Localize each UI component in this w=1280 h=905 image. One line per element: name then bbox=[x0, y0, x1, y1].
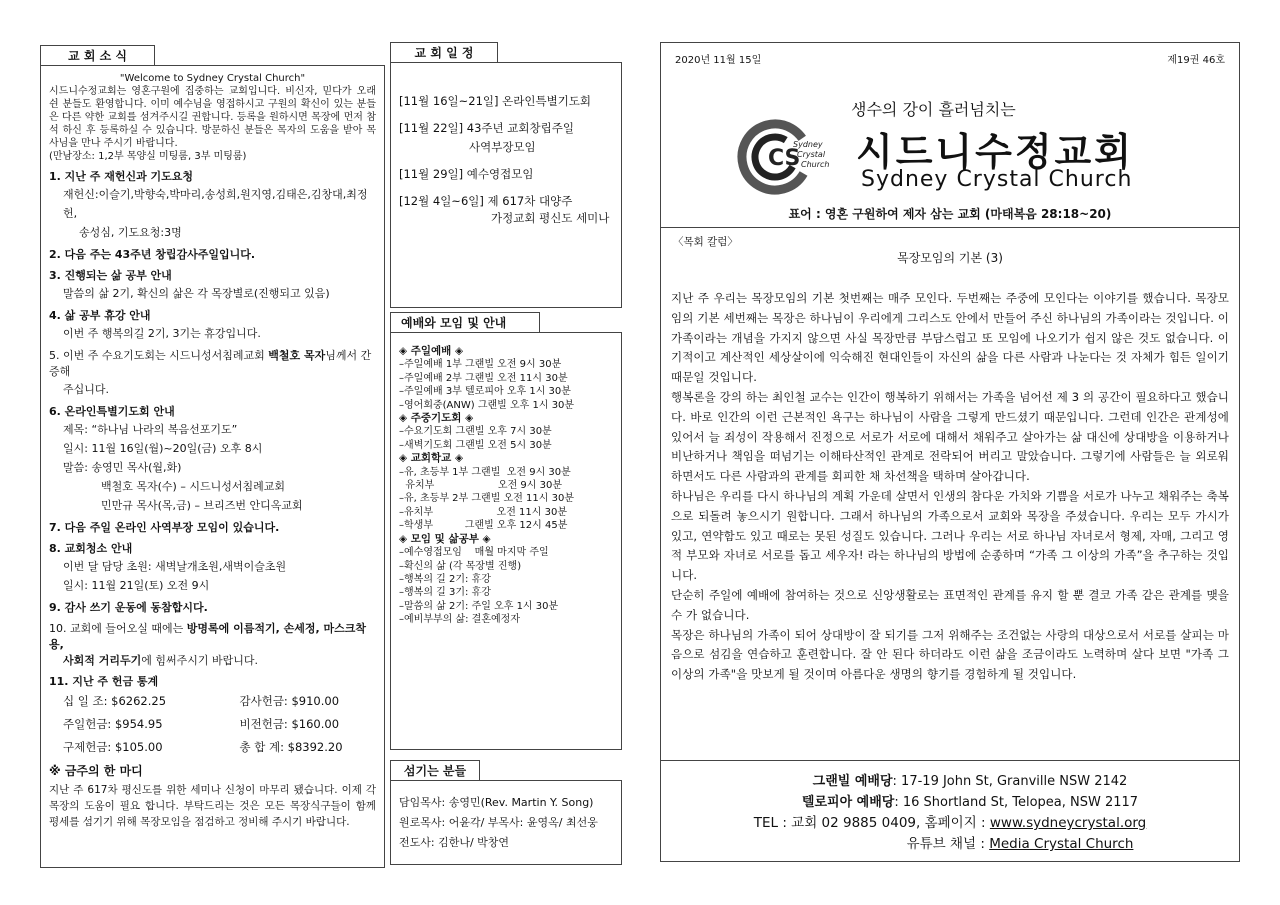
worship-line: –확신의 삶 (각 목장별 진행) bbox=[399, 560, 522, 572]
news-item-5-speaker: 백철호 목자 bbox=[268, 349, 326, 362]
granville-addr: : 17-19 John St, Granville NSW 2142 bbox=[892, 774, 1128, 789]
worship-line: –영어회중(ANW) 그랜빌 오후 1시 30분 bbox=[399, 399, 575, 411]
news-item-4: 4. 삶 공부 휴강 안내 bbox=[49, 309, 151, 322]
news-item-4-detail: 이번 주 행복의길 2기, 3기는 휴강입니다. bbox=[63, 327, 261, 340]
schedule-item-1: [11월 16일~21일] 온라인특별기도회 bbox=[399, 94, 592, 108]
news-item-10-text: 10. 교회에 들어오실 때에는 bbox=[49, 622, 187, 635]
contact-line bbox=[661, 813, 1239, 834]
worship-line: –유, 초등부 2부 그랜빌 오전 11시 30분 bbox=[399, 493, 574, 505]
column-body bbox=[671, 289, 1229, 685]
column-paragraph: 지난 주 우리는 목장모임의 기본 첫번째는 매주 모인다. 두번째는 주중에 모인다는 이야기를 했습니다. 목장모임의 기본 세번째는 목장은 하나님이 우리에게 그리스도 안에서 만들어 주신 하나님의 가족이라는 것입니다. 이 가족이라는 개념을 가지지 않으면 사실 목장만큼 부담스럽고 또 모임에 나오기가 쉽지 않은 것도 없습니다. 이기적이고 계산적인 세상살이에 익숙해진 현대인들이 자신의 삶을 다른 사람과 나눈다는 것 자체가 힘든 일이기 때문일 것입니다. bbox=[671, 291, 1229, 385]
worship-line: –주일예배 3부 텔로피아 오후 1시 30분 bbox=[399, 386, 571, 398]
worship-line: –예수영접모임 매월 마지막 주일 bbox=[399, 547, 549, 559]
worship-line: 유치부 오전 9시 30분 bbox=[399, 480, 562, 492]
schedule-item-3: [11월 29일] 예수영접모임 bbox=[399, 167, 534, 181]
news-item-1: 1. 지난 주 재헌신과 기도요청 bbox=[49, 170, 194, 183]
bulletin-page bbox=[660, 42, 1240, 862]
church-name-english: Sydney Crystal Church bbox=[861, 167, 1133, 192]
bulletin-header bbox=[661, 43, 1239, 228]
schedule-item-4-sub: 가정교회 평신도 세미나 bbox=[491, 211, 610, 225]
news-item-2: 2. 다음 주는 43주년 창립감사주일입니다. bbox=[49, 248, 256, 261]
news-item-5-text: 5. 이번 주 수요기도회는 시드니성서침례교회 bbox=[49, 349, 269, 362]
pastors: 원로목사: 어윤각/ 부목사: 윤영옥/ 최선웅 bbox=[399, 816, 598, 829]
logo-emblem bbox=[737, 117, 847, 197]
prayer-meeting-time: 일시: 11월 16일(월)~20일(금) 오후 8시 bbox=[63, 442, 263, 455]
youtube-link[interactable]: Media Crystal Church bbox=[989, 836, 1134, 852]
worship-line: –말씀의 삶 2기: 주일 오후 1시 30분 bbox=[399, 600, 559, 612]
news-item-3-detail: 말씀의 삶 2기, 확신의 삶은 각 목장별로(진행되고 있음) bbox=[63, 287, 330, 300]
welcome-heading: "Welcome to Sydney Crystal Church" bbox=[119, 73, 306, 84]
worship-line: –유치부 오전 11시 30분 bbox=[399, 506, 568, 518]
column-paragraph: 단순히 주일에 예배에 참여하는 것으로 신앙생활로는 표면적인 관계를 유지 할 뿐 결코 가족 같은 관계를 맺을 수 가 없습니다. bbox=[671, 587, 1229, 622]
youtube-label: 유튜브 채널 : bbox=[906, 836, 990, 852]
prayer-meeting-speaker-3: 민만규 목사(목,금) – 브리즈번 안디옥교회 bbox=[101, 499, 303, 512]
worship-line: –학생부 그랜빌 오후 12시 45분 bbox=[399, 520, 568, 532]
offering-tithe: 십 일 조: $6262.25 bbox=[63, 694, 167, 708]
telopea-addr: : 16 Shortland St, Telopea, NSW 2117 bbox=[894, 795, 1139, 810]
news-item-10 bbox=[49, 621, 376, 669]
logo-word-1: Sydney bbox=[793, 140, 823, 149]
offering-thanks: 감사헌금: $910.00 bbox=[239, 694, 340, 708]
website-link[interactable]: www.sydneycrystal.org bbox=[989, 815, 1147, 831]
offering-total: 총 합 계: $8392.20 bbox=[239, 740, 343, 754]
news-item-11: 11. 지난 주 헌금 통계 bbox=[49, 675, 159, 688]
youtube-line bbox=[661, 834, 1239, 855]
news-item-10-distancing: 사회적 거리두기 bbox=[63, 654, 142, 667]
news-item-10-text-end: 에 힘써주시기 바랍니다. bbox=[141, 654, 258, 667]
news-item-6: 6. 온라인특별기도회 안내 bbox=[49, 405, 175, 418]
news-item-9: 9. 감사 쓰기 운동에 동참합시다. bbox=[49, 601, 208, 614]
worship-line: –유, 초등부 1부 그랜빌 오전 9시 30분 bbox=[399, 466, 571, 478]
column-title: 목장모임의 기본 (3) bbox=[897, 251, 1003, 265]
schedule-item-4: [12월 4일~6일] 제 617차 대양주 bbox=[399, 194, 573, 208]
telopea-label: 텔로피아 예배당 bbox=[801, 795, 895, 810]
church-news-tab: 교 회 소 식 bbox=[40, 45, 155, 66]
evangelists: 전도사: 김한나/ 박창연 bbox=[399, 836, 510, 849]
news-item-3: 3. 진행되는 삶 공부 안내 bbox=[49, 269, 172, 282]
offering-table bbox=[49, 690, 376, 759]
granville-address bbox=[661, 771, 1239, 792]
worship-prayer-heading: ◈ 주중기도회 ◈ bbox=[399, 412, 474, 425]
worship-school-heading: ◈ 교회학교 ◈ bbox=[399, 452, 464, 465]
prayer-requests: 송성심, 기도요청:3명 bbox=[79, 226, 182, 239]
church-news-panel bbox=[40, 65, 385, 868]
news-item-10-bold: 방명록에 이름적기, 손세정, 마스크착용, bbox=[49, 622, 366, 651]
logo-word-3: Church bbox=[801, 160, 830, 169]
worship-line: –행복의 길 3기: 휴강 bbox=[399, 587, 491, 599]
offering-relief: 구제헌금: $105.00 bbox=[63, 740, 163, 754]
column-paragraph: 하나님은 우리를 다시 하나님의 계획 가운데 살면서 인생의 참다운 가치와 기쁨을 서로가 나누고 채워주는 축복으로 되돌려 놓으시기 원합니다. 그래서 하나님의 가족으로서 교회와 목장을 주셨습니다. 우리는 모두 가시가 있고, 연약함도 있고 때로는 못된 성질도 있습니다. 그러나 우리는 서로 하나님 자녀로서 형제, 자매, 그리고 영적 부모와 자녀로 서로를 돕고 세우자! 라는 하나님의 방법에 순종하며 “가족 그 이상의 가족”을 추구하는 것입니다. bbox=[671, 488, 1229, 583]
weekly-word-title: ※ 금주의 한 마디 bbox=[49, 764, 143, 778]
cleaning-time: 일시: 11월 21일(토) 오전 9시 bbox=[63, 579, 210, 592]
granville-label: 그랜빌 예배당 bbox=[812, 774, 893, 789]
worship-line: –예비부부의 삶: 결혼예정자 bbox=[399, 614, 520, 626]
tel-text: TEL : 교회 02 9885 0409, 홈페이지 : bbox=[753, 815, 990, 831]
cleaning-team: 이번 달 담당 초원: 새벽날개초원,새벽이슬초원 bbox=[63, 560, 287, 573]
servers-tab: 섬기는 분들 bbox=[390, 760, 480, 781]
logo-letters: CS bbox=[768, 146, 801, 171]
logo-word-2: Crystal bbox=[797, 150, 826, 159]
church-motto: 표어 : 영혼 구원하여 제자 삼는 교회 (마태복음 28:18~20) bbox=[788, 207, 1112, 221]
prayer-meeting-speaker-2: 백철호 목자(수) – 시드니성서침례교회 bbox=[101, 480, 285, 493]
bulletin-footer bbox=[661, 760, 1239, 861]
weekly-word-body: 지난 주 617차 평신도를 위한 세미나 신청이 마무리 됐습니다. 이제 각 목장의 도움이 필요 합니다. 부탁드리는 것은 모든 목장식구들이 함께 평세를 섬기기 위해 목장모임을 점검하고 정비해 주시기 바랍니다. bbox=[49, 784, 376, 828]
column-paragraph: 행복론을 강의 하는 최인철 교수는 인간이 행복하기 위해서는 가족을 넘어선 제 3 의 공간이 필요하다고 했습니다. 바로 인간의 이런 근본적인 욕구는 하나님이 사람을 그렇게 만드셨기 때문입니다. 그런데 인간은 관계성에 있어서 늘 죄성이 작용해서 진정으로 서로가 서로에 대해서 채워주고 살아가는 삶 대신에 상대방을 이용하거나 비난하거나 책임을 떠넘기는 이해타산적인 관계로 전락되어 버리고 말았습니다. 그렇기에 사람들은 늘 외로워 하면서도 다른 사람과의 관계를 회피한 채 차선책을 택하며 살아갑니다. bbox=[671, 389, 1229, 484]
news-item-5-detail: 주십니다. bbox=[63, 383, 110, 396]
bulletin-date: 2020년 11월 15일 bbox=[675, 55, 762, 66]
welcome-intro bbox=[49, 85, 376, 163]
worship-line: –주일예배 2부 그랜빌 오전 11시 30분 bbox=[399, 372, 568, 384]
news-item-8: 8. 교회청소 안내 bbox=[49, 542, 133, 555]
offering-vision: 비전헌금: $160.00 bbox=[239, 717, 340, 731]
meeting-place: (만남장소: 1,2부 목양실 미팅룸, 3부 미팅룸) bbox=[49, 151, 247, 162]
worship-panel bbox=[390, 332, 622, 750]
worship-tab: 예배와 모임 및 안내 bbox=[390, 312, 540, 333]
schedule-tab: 교 회 일 정 bbox=[390, 42, 498, 63]
servers-panel bbox=[390, 780, 622, 865]
intro-text: 시드니수정교회는 영혼구원에 집중하는 교회입니다. 비신자, 믿다가 오래 쉰 분들도 환영합니다. 이미 예수님을 영접하시고 구원의 확신이 있는 분들은 다른 약한 교회를 섬겨주시길 권합니다. 등록을 원하시면 목장에 먼저 참석 하신 후 등록하실 수 있습니다. 방문하신 분들은 목자의 도움을 받아 목사님을 만나 주시기 바랍니다. bbox=[49, 86, 376, 149]
senior-pastor: 담임목사: 송영민(Rev. Martin Y. Song) bbox=[399, 796, 594, 809]
column-paragraph: 목장은 하나님의 가족이 되어 상대방이 잘 되기를 그저 위해주는 조건없는 사랑의 대상으로서 서로를 살피는 마음으로 섬김을 연습하고 훈련합니다. 잘 안 된다 하더라도 이런 삶을 조금이라도 노력하며 살다 보면 "가족 그 이상의 가족"을 맛보게 될 것이며 아름다운 생명의 향기를 경험하게 될 것입니다. bbox=[671, 627, 1229, 682]
worship-line: –수요기도회 그랜빌 오후 7시 30분 bbox=[399, 426, 552, 438]
prayer-meeting-title: 제목: “하나님 나라의 복음선포기도” bbox=[63, 423, 238, 436]
column-label: 〈목회 칼럼〉 bbox=[673, 236, 738, 248]
church-logo bbox=[737, 117, 847, 197]
prayer-meeting-speaker-1: 말씀: 송영민 목사(월,화) bbox=[63, 461, 182, 474]
news-item-5 bbox=[49, 348, 376, 380]
bulletin-volume: 제19권 46호 bbox=[1167, 55, 1225, 66]
worship-sunday-heading: ◈ 주일예배 ◈ bbox=[399, 345, 464, 357]
worship-line: –행복의 길 2기: 휴강 bbox=[399, 573, 491, 585]
tagline: 생수의 강이 흘러넘치는 bbox=[851, 100, 1016, 119]
schedule-item-2: [11월 22일] 43주년 교회창립주일 bbox=[399, 121, 574, 135]
worship-line: –주일예배 1부 그랜빌 오전 9시 30분 bbox=[399, 359, 562, 371]
church-name-korean: 시드니수정교회 bbox=[856, 129, 1134, 174]
news-item-7: 7. 다음 주일 온라인 사역부장 모임이 있습니다. bbox=[49, 521, 280, 534]
offering-sunday: 주일헌금: $954.95 bbox=[63, 717, 163, 731]
schedule-panel bbox=[390, 62, 622, 308]
schedule-item-2-sub: 사역부장모임 bbox=[469, 140, 536, 154]
telopea-address bbox=[661, 792, 1239, 813]
news-item-5-text-end: 님께서 간증해 bbox=[49, 349, 372, 378]
worship-line: –새벽기도회 그랜빌 오전 5시 30분 bbox=[399, 439, 552, 451]
worship-study-heading: ◈ 모임 및 삶공부 ◈ bbox=[399, 532, 491, 545]
rededication-list: 재헌신:이슬기,박향숙,박마리,송성희,원지영,김태은,김창대,최정헌, bbox=[63, 188, 368, 220]
